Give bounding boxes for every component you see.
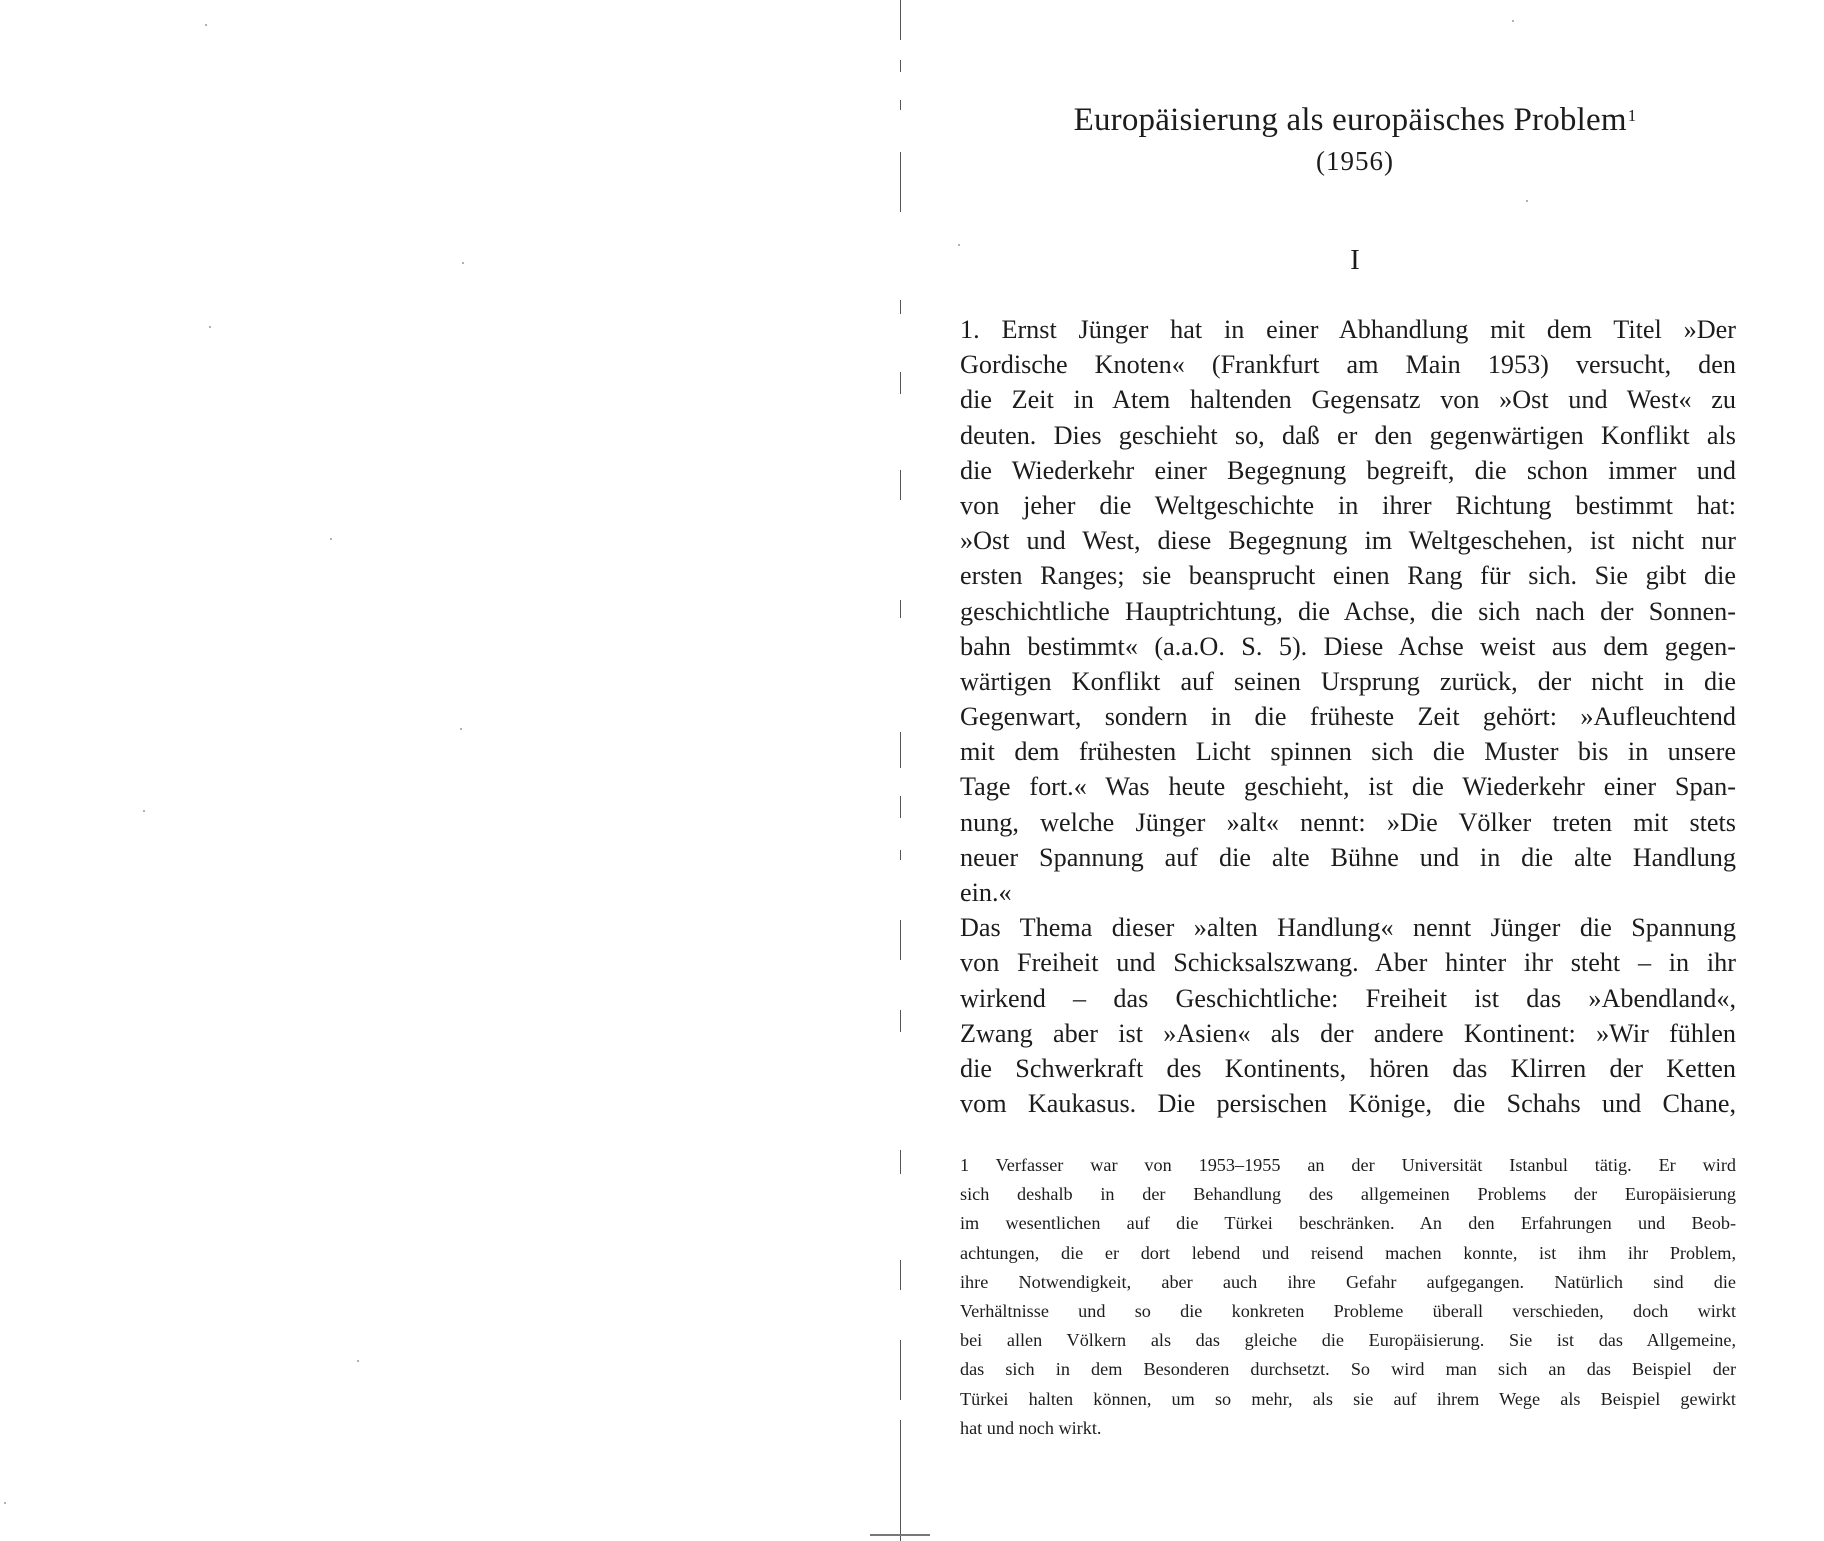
paper-speck — [462, 262, 464, 264]
chapter-title-text: Europäisierung als europäisches Problem — [1073, 102, 1627, 138]
body-line: geschichtliche Hauptrichtung, die Achse, die sich nach der Sonnen- — [960, 596, 1736, 626]
body-line: Gordische Knoten« (Frankfurt am Main 1953) versucht, den — [960, 350, 1736, 380]
right-page — [960, 0, 1750, 1541]
gutter-foot-mark — [870, 1534, 930, 1536]
body-line: mit dem frühesten Licht spinnen sich die Muster bis in unsere — [960, 737, 1736, 767]
body-line: 1. Ernst Jünger hat in einer Abhandlung mit dem Titel »Der — [960, 315, 1736, 344]
body-line: »Ost und West, diese Begegnung im Weltgeschehen, ist nicht nur — [960, 526, 1736, 556]
body-line: deuten. Dies geschieht so, daß er den gegenwärtigen Konflikt als — [960, 420, 1736, 450]
paper-speck — [143, 810, 145, 812]
footnote-line: sich deshalb in der Behandlung des allgemeinen Problems der Europäisierung — [960, 1184, 1736, 1205]
footnote-line: Verhältnisse und so die konkreten Probleme überall verschieden, doch wirkt — [960, 1300, 1736, 1321]
body-line: Tage fort.« Was heute geschieht, ist die Wiederkehr einer Span- — [960, 772, 1736, 802]
section-numeral: I — [1350, 244, 1360, 276]
body-line: vom Kaukasus. Die persischen Könige, die Schahs und Chane, — [960, 1089, 1736, 1119]
footnote-line: 1 Verfasser war von 1953–1955 an der Universität Istanbul tätig. Er wird — [960, 1155, 1736, 1175]
footnote-line: im wesentlichen auf die Türkei beschränken. An den Erfahrungen und Beob- — [960, 1213, 1736, 1234]
chapter-year: (1956) — [1316, 146, 1394, 176]
footnote-line: Türkei halten können, um so mehr, als sie auf ihrem Wege als Beispiel gewirkt — [960, 1388, 1736, 1409]
footnote-block — [960, 1151, 1736, 1443]
body-line: die Schwerkraft des Kontinents, hören das Klirren der Ketten — [960, 1053, 1736, 1083]
body-line: Zwang aber ist »Asien« als der andere Kontinent: »Wir fühlen — [960, 1018, 1736, 1048]
body-line: bahn bestimmt« (a.a.O. S. 5). Diese Achse weist aus dem gegen- — [960, 631, 1736, 661]
paper-speck — [1512, 20, 1514, 22]
paper-speck — [209, 326, 211, 328]
paper-speck — [330, 538, 332, 540]
body-line: ein.« — [960, 878, 1012, 907]
body-line: Gegenwart, sondern in die früheste Zeit gehört: »Aufleuchtend — [960, 702, 1736, 732]
page-gutter — [898, 0, 904, 1541]
left-page-blank — [0, 0, 890, 1541]
paper-speck — [4, 1502, 6, 1504]
chapter-title — [960, 100, 1750, 140]
body-line: wärtigen Konflikt auf seinen Ursprung zurück, der nicht in die — [960, 666, 1736, 696]
body-line: wirkend – das Geschichtliche: Freiheit ist das »Abendland«, — [960, 983, 1736, 1013]
body-line: nung, welche Jünger »alt« nennt: »Die Völker treten mit stets — [960, 807, 1736, 837]
footnote-line: ihre Notwendigkeit, aber auch ihre Gefahr aufgegangen. Natürlich sind die — [960, 1271, 1736, 1292]
footnote-line: bei allen Völkern als das gleiche die Europäisierung. Sie ist das Allgemeine, — [960, 1330, 1736, 1351]
body-text — [960, 312, 1736, 1121]
paper-speck — [205, 24, 207, 26]
body-line: ersten Ranges; sie beansprucht einen Rang für sich. Sie gibt die — [960, 561, 1736, 591]
body-line: von Freiheit und Schicksalszwang. Aber hinter ihr steht – in ihr — [960, 948, 1736, 978]
body-line: von jeher die Weltgeschichte in ihrer Richtung bestimmt hat: — [960, 490, 1736, 520]
footnote-line: das sich in dem Besonderen durchsetzt. So wird man sich an das Beispiel der — [960, 1359, 1736, 1380]
paper-speck — [357, 1360, 359, 1362]
paper-speck — [460, 728, 462, 730]
footnote-line: hat und noch wirkt. — [960, 1417, 1102, 1438]
body-line: neuer Spannung auf die alte Bühne und in die alte Handlung — [960, 842, 1736, 872]
body-line: Das Thema dieser »alten Handlung« nennt Jünger die Spannung — [960, 913, 1736, 943]
body-line: die Wiederkehr einer Begegnung begreift, die schon immer und — [960, 455, 1736, 485]
body-line: die Zeit in Atem haltenden Gegensatz von »Ost und West« zu — [960, 385, 1736, 415]
title-footnote-marker: 1 — [1627, 106, 1637, 125]
footnote-line: achtungen, die er dort lebend und reisend machen konnte, ist ihm ihr Problem, — [960, 1242, 1736, 1263]
paper-speck — [1526, 200, 1528, 202]
